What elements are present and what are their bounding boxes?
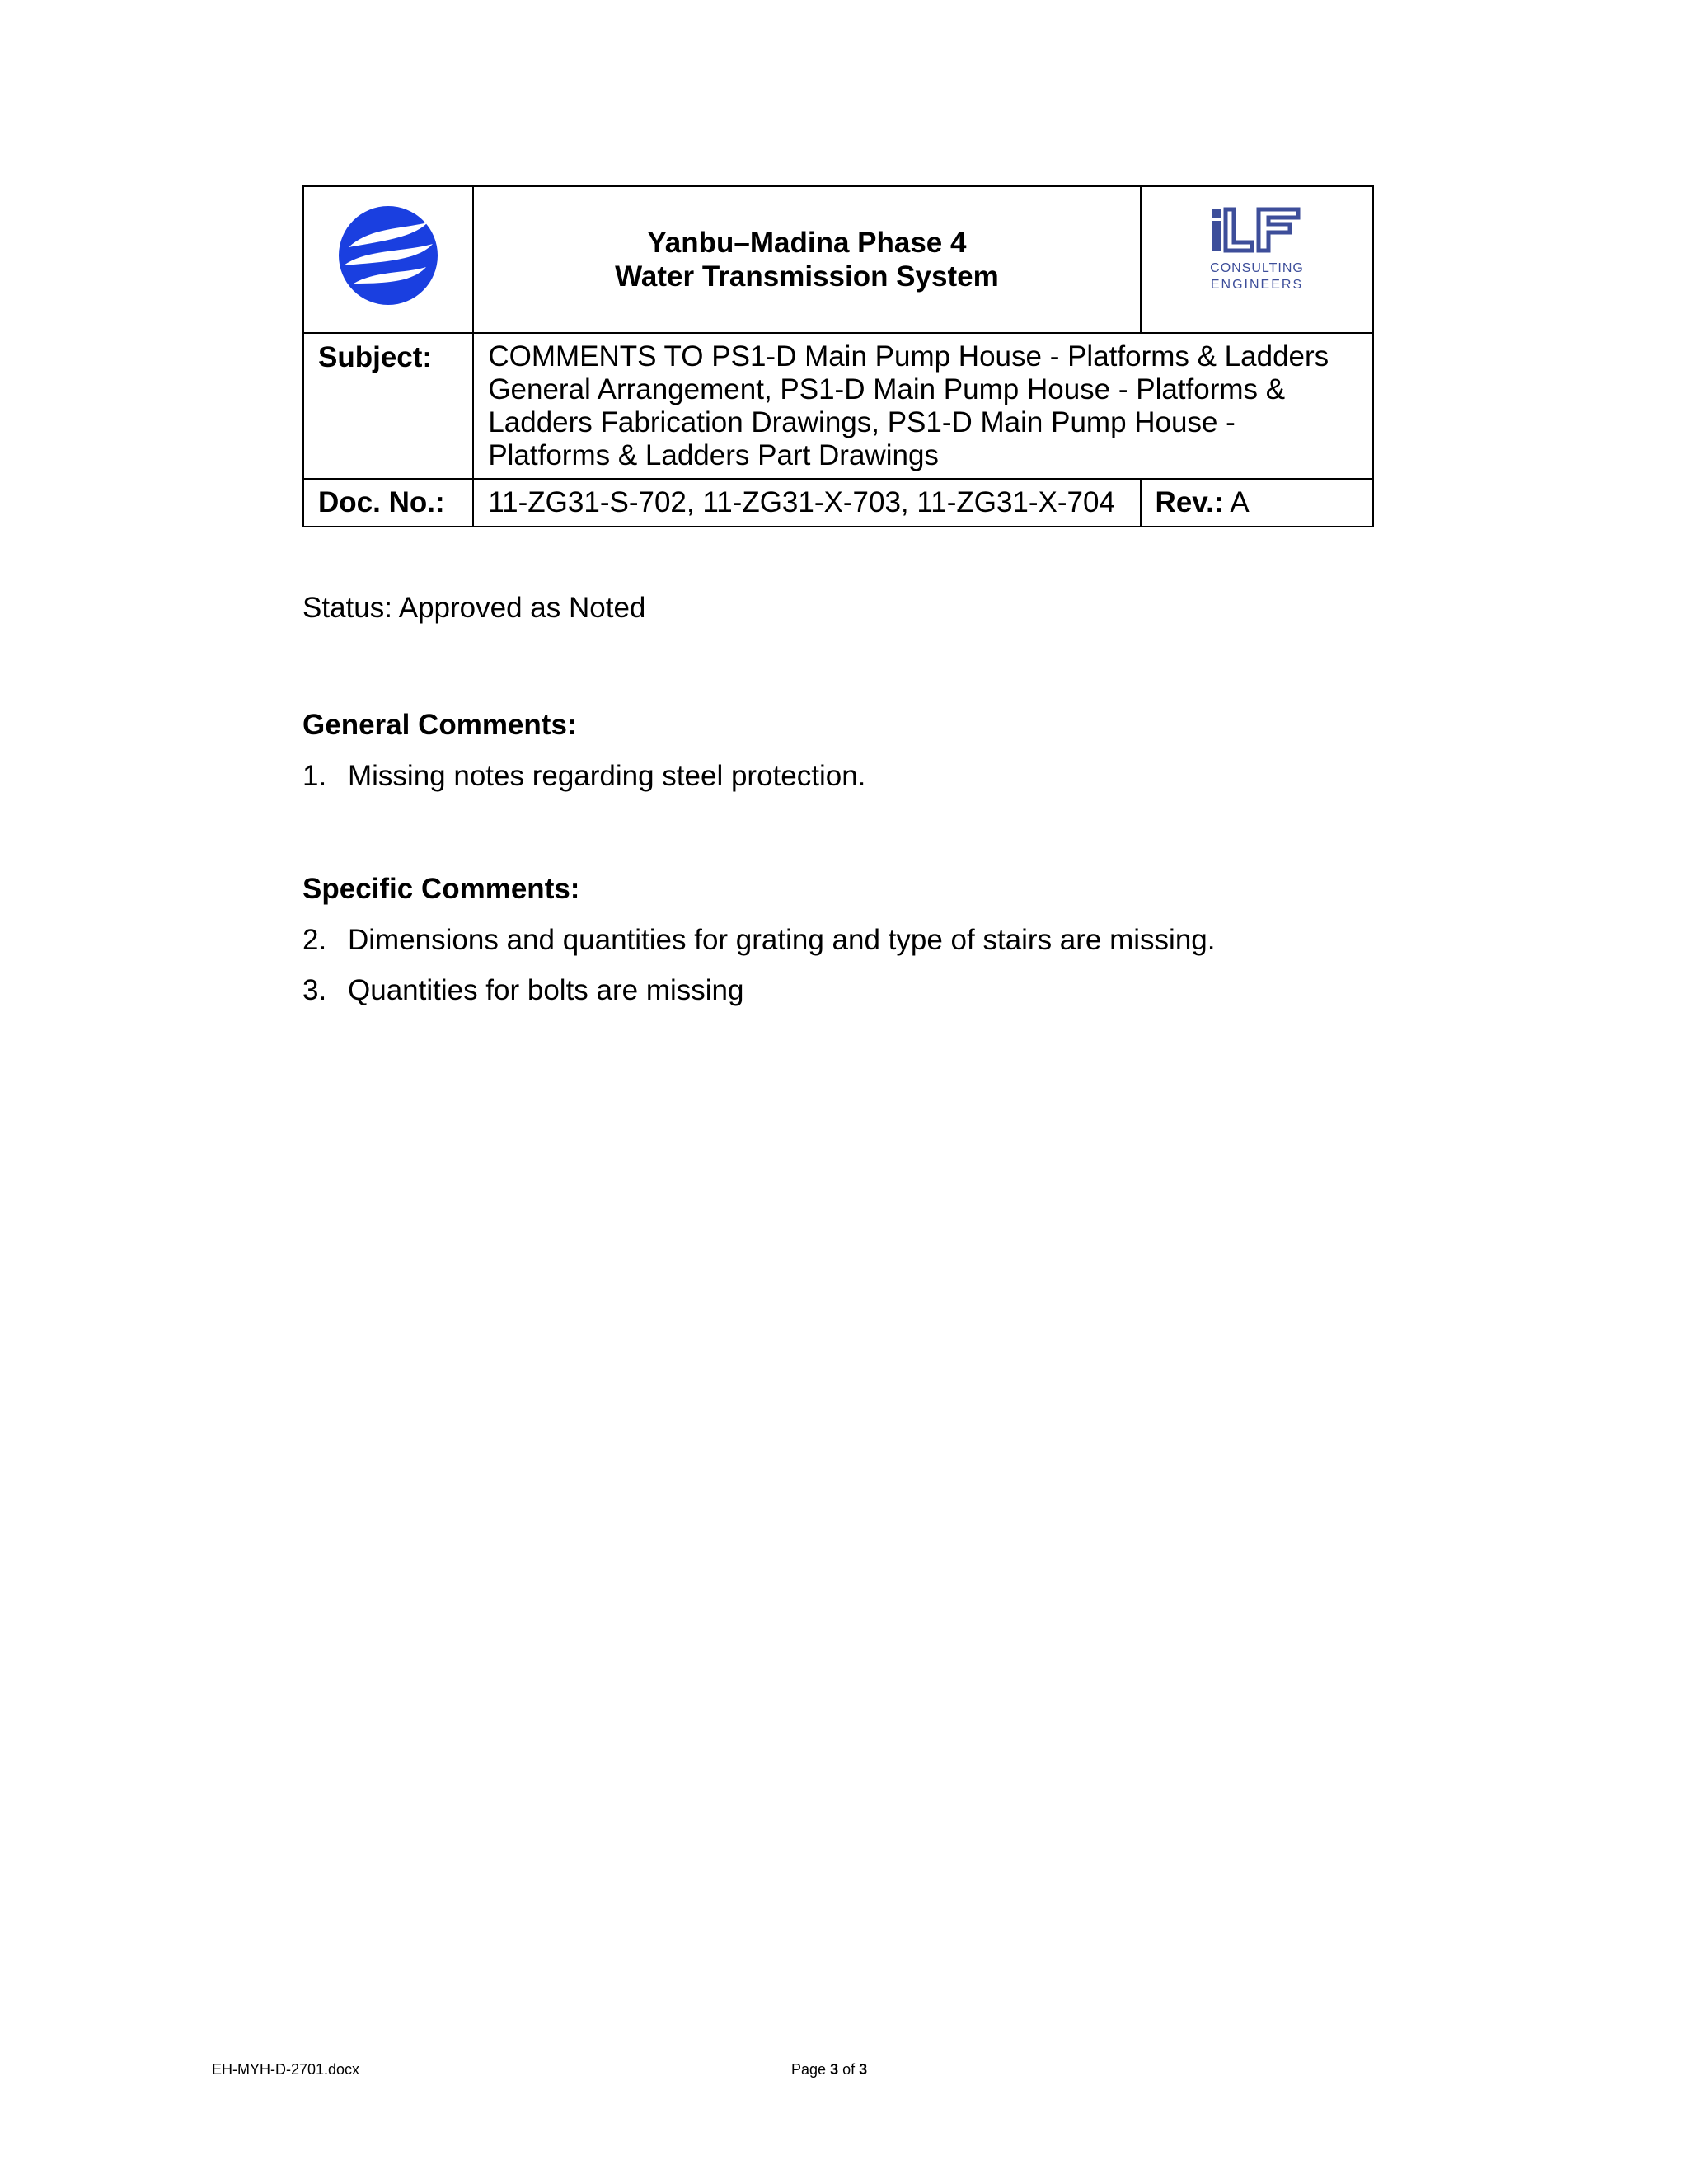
doc-number-text: 11-ZG31-S-702, 11-ZG31-X-703, 11-ZG31-X-704	[473, 479, 1140, 527]
document-header-table	[302, 185, 1374, 527]
ilf-sub2: ENGINEERS	[1210, 278, 1303, 293]
list-item-text: Quantities for bolts are missing	[348, 974, 744, 1006]
page-current: 3	[830, 2061, 839, 2078]
specific-comment-item	[302, 973, 743, 1007]
client-logo	[337, 204, 439, 307]
specific-comment-item	[302, 923, 1215, 957]
ilf-logo-cell	[1141, 186, 1373, 333]
general-comments-heading: General Comments:	[302, 709, 577, 741]
list-item-text: Dimensions and quantities for grating and type of stairs are missing.	[348, 924, 1216, 956]
list-number: 3.	[302, 974, 327, 1006]
subject-label: Subject:	[303, 333, 473, 479]
ilf-logo	[1207, 206, 1306, 305]
project-title-line2: Water Transmission System	[615, 260, 999, 293]
status-line: Status: Approved as Noted	[302, 592, 646, 624]
page-prefix: Page	[791, 2061, 827, 2078]
subject-text: COMMENTS TO PS1-D Main Pump House - Platforms & Ladders General Arrangement, PS1-D Main Pump House - Platforms & Ladders Fabrication Drawings, PS1-D Main Pump House - Platforms & Ladders Part Drawings	[473, 333, 1373, 479]
list-item-text: Missing notes regarding steel protection.	[348, 760, 866, 792]
page-total: 3	[859, 2061, 868, 2078]
client-logo-cell	[303, 186, 473, 333]
project-title-cell	[473, 186, 1140, 333]
specific-comments-heading: Specific Comments:	[302, 873, 580, 905]
footer-filename: EH-MYH-D-2701.docx	[212, 2061, 360, 2078]
general-comment-item	[302, 759, 865, 793]
list-number: 1.	[302, 760, 327, 792]
revision-cell	[1141, 479, 1373, 527]
revision-label: Rev.:	[1155, 485, 1224, 518]
ilf-sub1: CONSULTING	[1209, 261, 1304, 276]
list-number: 2.	[302, 924, 327, 956]
footer-page-number	[791, 2060, 867, 2079]
project-title-line1: Yanbu–Madina Phase 4	[647, 226, 967, 259]
revision-value: A	[1230, 485, 1250, 518]
page-of: of	[842, 2061, 856, 2078]
doc-number-label: Doc. No.:	[303, 479, 473, 527]
